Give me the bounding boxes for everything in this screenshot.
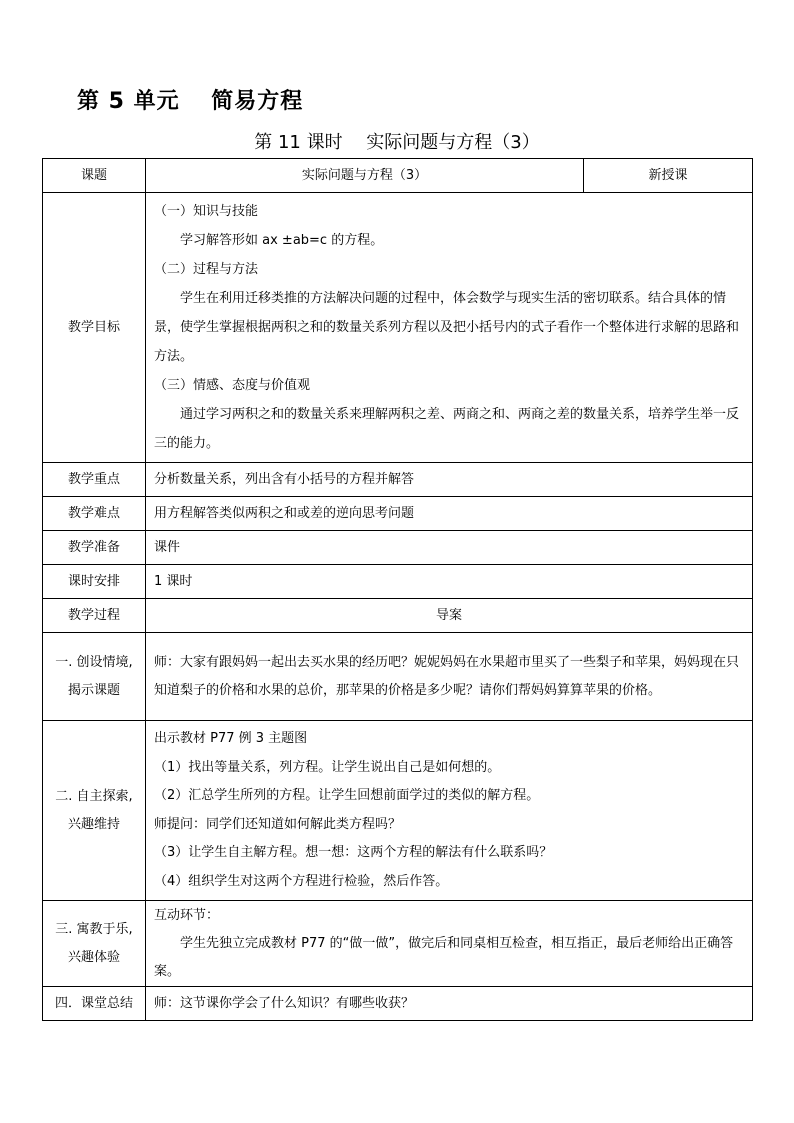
lesson-title: 第 11 课时 实际问题与方程（3） (254, 132, 540, 153)
step2-label-line2: 兴趣维持 (67, 816, 120, 832)
objectives-content (146, 193, 753, 463)
step3-content (146, 901, 753, 987)
objective-heading-2: （二）过程与方法 (154, 262, 259, 277)
process-label: 教学过程 (43, 599, 146, 633)
step2-label-line1: 二. 自主探索, (55, 788, 133, 804)
objectives-label: 教学目标 (43, 193, 146, 463)
process-header: 导案 (146, 599, 753, 633)
step1-row (43, 633, 753, 721)
objectives-row (43, 193, 753, 463)
objective-heading-1: （一）知识与技能 (154, 204, 259, 219)
topic-row (43, 159, 753, 193)
step1-label (43, 633, 146, 721)
preparation-row (43, 531, 753, 565)
process-header-row (43, 599, 753, 633)
objective-text-1: 学习解答形如 ax ±ab=c 的方程。 (180, 233, 384, 248)
step1-label-line1: 一. 创设情境, (55, 654, 133, 670)
unit-title: 第 5 单元 简易方程 (77, 89, 304, 114)
step2-line: （2）汇总学生所列的方程。让学生回想前面学过的类似的解方程。 (154, 788, 540, 803)
step3-label-line2: 兴趣体验 (67, 949, 120, 965)
step4-text: 师：这节课你学会了什么知识？有哪些收获？ (146, 987, 753, 1021)
step3-label (43, 901, 146, 987)
schedule-row (43, 565, 753, 599)
key-points-label: 教学重点 (43, 463, 146, 497)
difficulties-value: 用方程解答类似两积之和或差的逆向思考问题 (146, 497, 753, 531)
step1-label-line2: 揭示课题 (67, 682, 120, 698)
objective-text-3: 通过学习两积之和的数量关系来理解两积之差、两商之和、两商之差的数量关系，培养学生举一反三的能力。 (154, 407, 740, 451)
schedule-label: 课时安排 (43, 565, 146, 599)
step2-line: （3）让学生自主解方程。想一想：这两个方程的解法有什么联系吗？ (154, 845, 553, 860)
difficulties-label: 教学难点 (43, 497, 146, 531)
step4-row (43, 987, 753, 1021)
step2-row (43, 721, 753, 901)
step4-label: 四．课堂总结 (43, 987, 146, 1021)
step2-line: 师提问：同学们还知道如何解此类方程吗？ (154, 816, 402, 832)
topic-value: 实际问题与方程（3） (146, 159, 584, 193)
objective-text-2: 学生在利用迁移类推的方法解决问题的过程中，体会数学与现实生活的密切联系。结合具体的情景，使学生掌握根据两积之和的数量关系列方程以及把小括号内的式子看作一个整体进行求解的思路和方法。 (154, 291, 740, 364)
step2-line: 出示教材 P77 例 3 主题图 (154, 731, 308, 746)
step1-text: 师：大家有跟妈妈一起出去买水果的经历吧？妮妮妈妈在水果超市里买了一些梨子和苹果，妈妈现在只知道梨子的价格和水果的总价，那苹果的价格是多少呢？请你们帮妈妈算算苹果的价格。 (146, 633, 753, 721)
step3-label-line1: 三. 寓教于乐, (55, 921, 133, 937)
preparation-value: 课件 (146, 531, 753, 565)
topic-label: 课题 (43, 159, 146, 193)
step2-label (43, 721, 146, 901)
step3-row (43, 901, 753, 987)
schedule-value: 1 课时 (146, 565, 753, 599)
key-points-value: 分析数量关系，列出含有小括号的方程并解答 (146, 463, 753, 497)
step3-title: 互动环节： (154, 907, 220, 923)
preparation-label: 教学准备 (43, 531, 146, 565)
lesson-type: 新授课 (584, 159, 753, 193)
step3-text: 学生先独立完成教材 P77 的“做一做”，做完后和同桌相互检查，相互指正，最后老师给出正确答案。 (154, 935, 734, 979)
difficulties-row (43, 497, 753, 531)
step2-line: （1）找出等量关系，列方程。让学生说出自己是如何想的。 (154, 759, 501, 775)
lesson-plan-table (42, 158, 753, 1021)
step2-line: （4）组织学生对这两个方程进行检验，然后作答。 (154, 873, 449, 889)
objective-heading-3: （三）情感、态度与价值观 (154, 378, 311, 393)
key-points-row (43, 463, 753, 497)
step2-content (146, 721, 753, 901)
